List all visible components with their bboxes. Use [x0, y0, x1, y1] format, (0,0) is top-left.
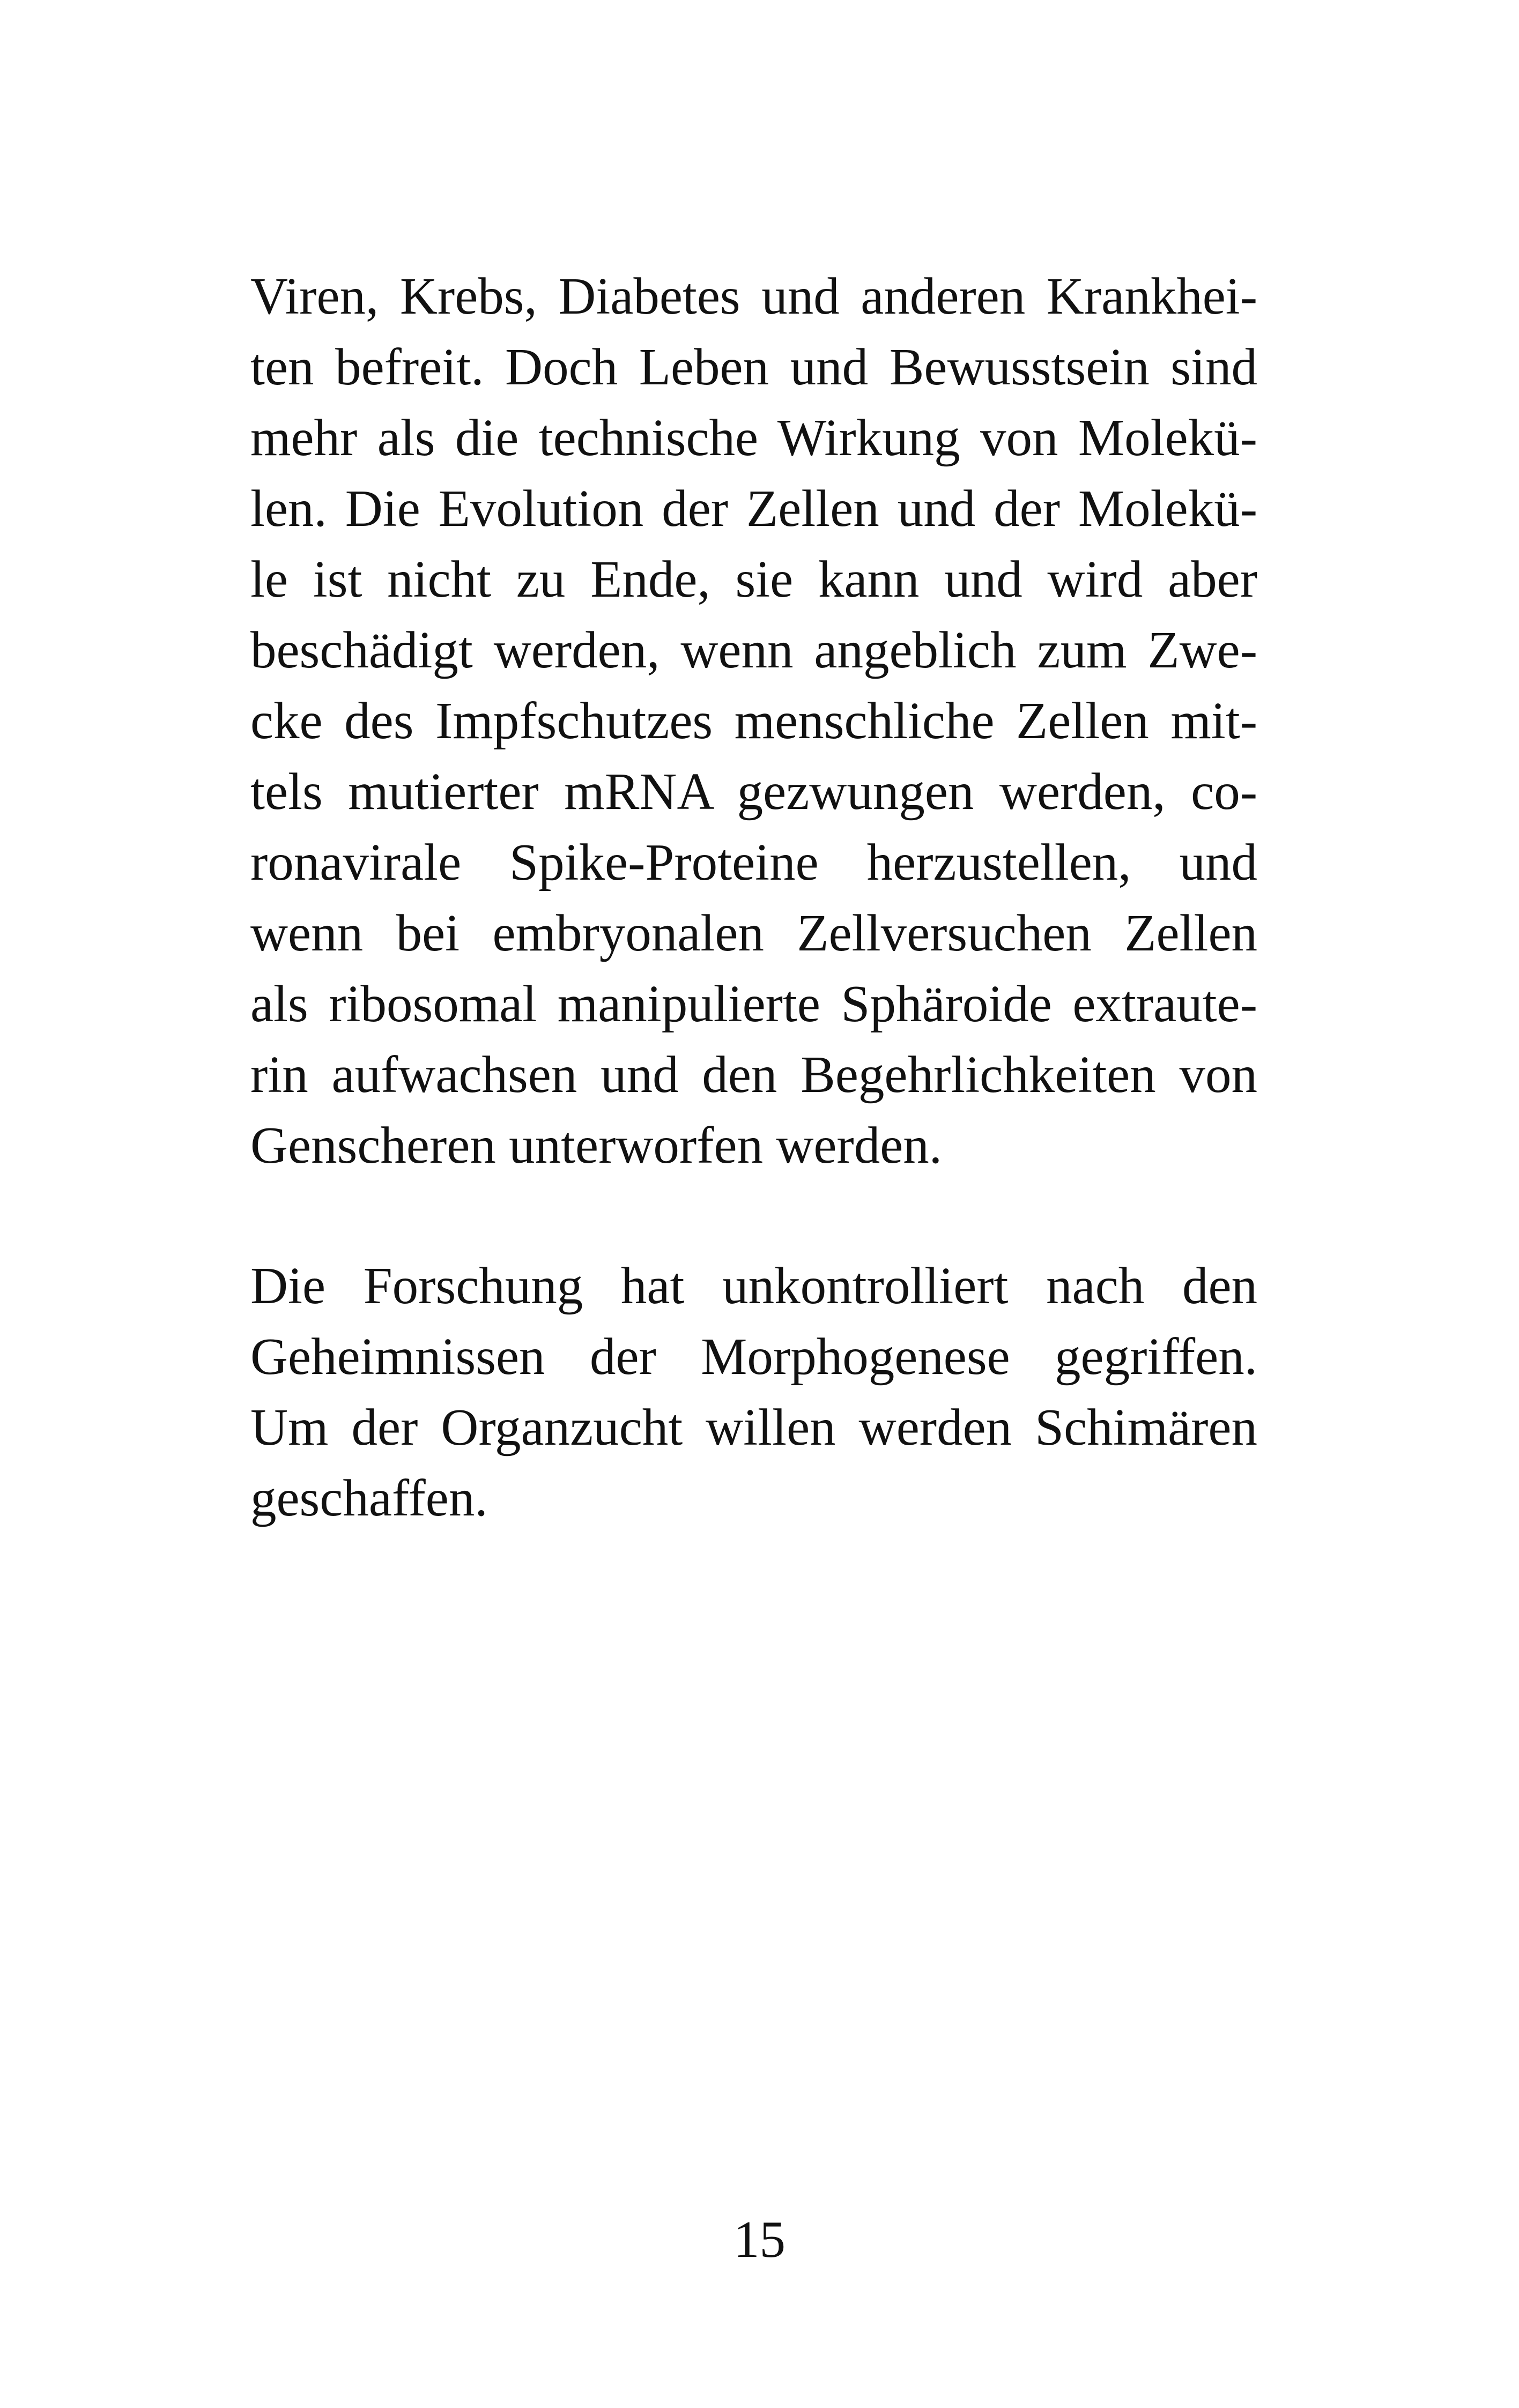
text-line: Um der Organzucht willen werden Schimären	[250, 1399, 1257, 1456]
text-line: geschaffen.	[250, 1469, 488, 1527]
page-number: 15	[733, 2211, 786, 2268]
paragraph-1	[250, 261, 1257, 1181]
paragraph-2	[250, 1251, 1257, 1534]
text-line: cke des Impfschutzes menschliche Zellen mit-	[250, 692, 1257, 749]
text-line: als ribosomal manipulierte Sphäroide extraute-	[250, 975, 1257, 1032]
text-line: ronavirale Spike-Proteine herzustellen, und	[250, 834, 1257, 891]
text-line: len. Die Evolution der Zellen und der Molekü-	[250, 480, 1257, 537]
text-line: beschädigt werden, wenn angeblich zum Zwe-	[250, 621, 1257, 679]
text-line: wenn bei embryonalen Zellversuchen Zellen	[250, 904, 1257, 962]
text-line: le ist nicht zu Ende, sie kann und wird aber	[250, 551, 1257, 608]
text-line: tels mutierter mRNA gezwungen werden, co-	[250, 763, 1257, 820]
text-line: Geheimnissen der Morphogenese gegriffen.	[250, 1328, 1257, 1385]
text-line: Viren, Krebs, Diabetes und anderen Krankhei-	[250, 267, 1257, 325]
text-line: rin aufwachsen und den Begehrlichkeiten von	[250, 1046, 1257, 1103]
text-line: Genscheren unterworfen werden.	[250, 1117, 943, 1174]
text-line: ten befreit. Doch Leben und Bewusstsein sind	[250, 338, 1257, 396]
text-line: Die Forschung hat unkontrolliert nach den	[250, 1257, 1257, 1314]
text-line: mehr als die technische Wirkung von Molekü-	[250, 409, 1257, 466]
